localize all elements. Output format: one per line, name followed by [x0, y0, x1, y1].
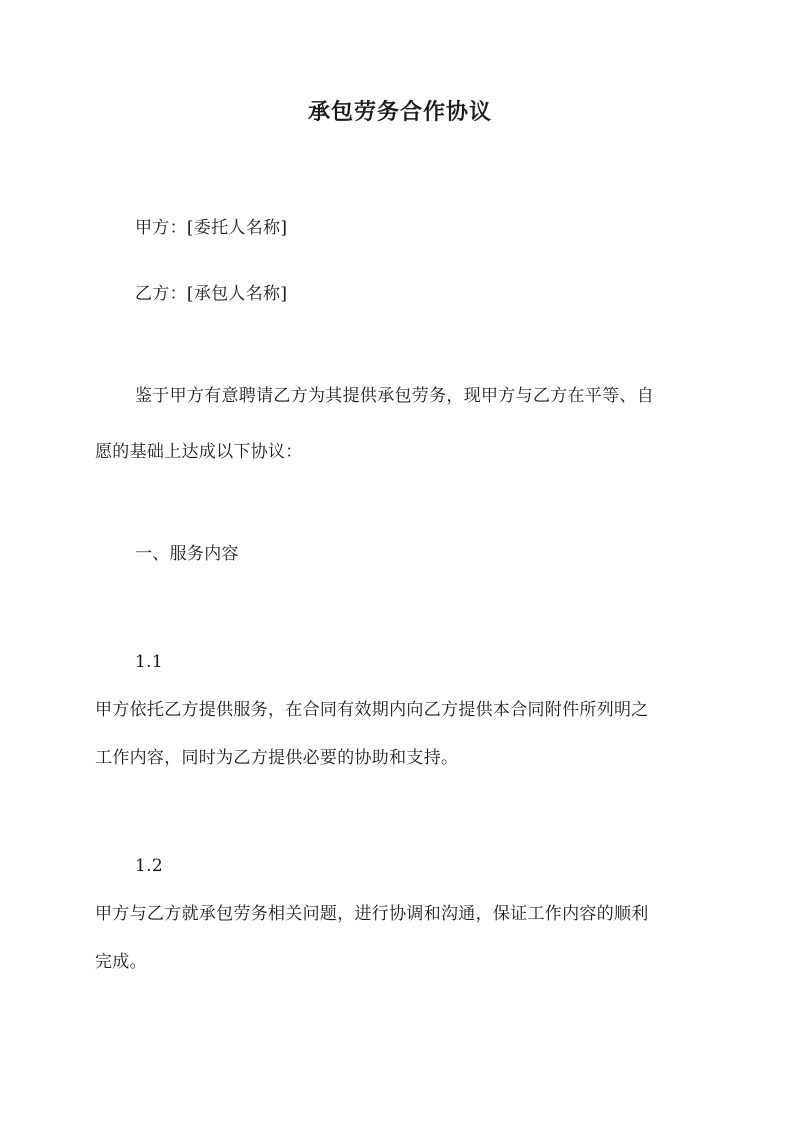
- document-title: 承包劳务合作协议: [307, 99, 492, 125]
- clause-number-1-2: 1.2: [135, 856, 163, 876]
- preamble-line-1: 鉴于甲方有意聘请乙方为其提供承包劳务，现甲方与乙方在平等、自: [135, 386, 654, 406]
- clause-1-1-line-2: 工作内容，同时为乙方提供必要的协助和支持。: [95, 748, 459, 768]
- clause-1-2-line-1: 甲方与乙方就承包劳务相关问题，进行协调和沟通，保证工作内容的顺利: [95, 904, 649, 924]
- party-a-line: 甲方：[委托人名称]: [135, 218, 288, 238]
- section-heading-service-content: 一、服务内容: [135, 544, 239, 564]
- clause-1-2-line-2: 完成。: [95, 952, 147, 972]
- preamble-line-2: 愿的基础上达成以下协议：: [95, 442, 303, 462]
- clause-1-1-line-1: 甲方依托乙方提供服务，在合同有效期内向乙方提供本合同附件所列明之: [95, 700, 649, 720]
- clause-number-1-1: 1.1: [135, 652, 163, 672]
- party-b-line: 乙方：[承包人名称]: [135, 284, 288, 304]
